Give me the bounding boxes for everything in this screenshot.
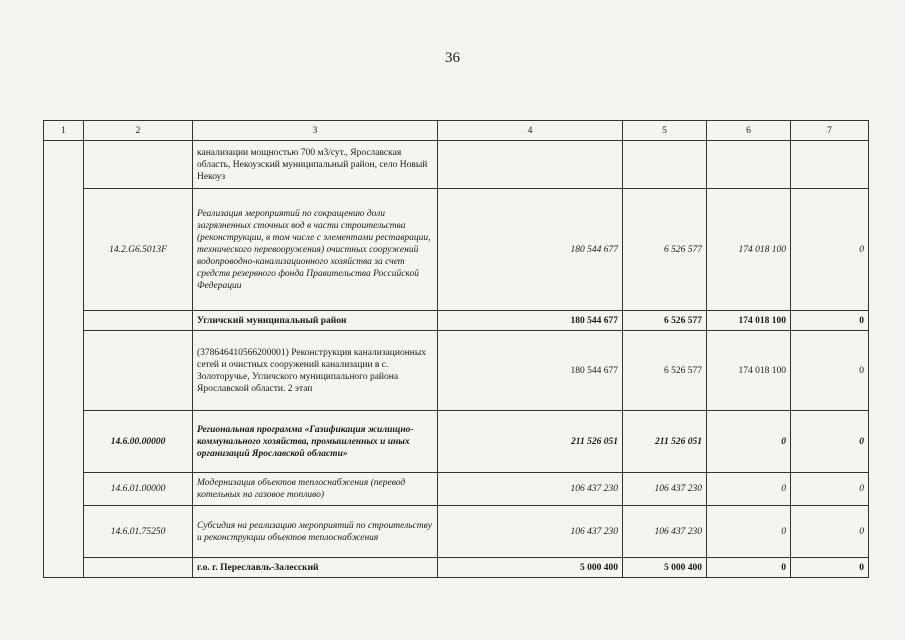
value-cell: 0 (707, 411, 791, 473)
empty-cell (44, 141, 84, 578)
value-cell (623, 141, 707, 189)
code-cell (84, 331, 193, 411)
value-cell: 174 018 100 (707, 331, 791, 411)
name-cell: Региональная программа «Газификация жилищно-коммунального хозяйства, промышленных и иных организаций Ярославской области» (193, 411, 438, 473)
value-cell: 106 437 230 (623, 473, 707, 506)
value-cell: 5 000 400 (623, 558, 707, 578)
budget-table (43, 120, 869, 578)
code-cell (84, 141, 193, 189)
table-row (44, 558, 869, 578)
value-cell: 0 (791, 189, 869, 311)
value-cell: 0 (791, 506, 869, 558)
value-cell: 180 544 677 (438, 189, 623, 311)
code-cell: 14.6.01.00000 (84, 473, 193, 506)
header-cell: 3 (193, 121, 438, 141)
value-cell: 0 (707, 558, 791, 578)
name-cell: Субсидия на реализацию мероприятий по строительству и реконструкции объектов теплоснабжения (193, 506, 438, 558)
code-cell (84, 558, 193, 578)
value-cell: 6 526 577 (623, 189, 707, 311)
name-cell: Реализация мероприятий по сокращению доли загрязненных сточных вод в части строительства (реконструкции, в том числе с элементами реставрации, технического перевооружения) очистных сооружений водопроводно-канализационного хозяйства за счет средств резервного фонда Правительства Российской Федерации (193, 189, 438, 311)
value-cell: 6 526 577 (623, 311, 707, 331)
value-cell (438, 141, 623, 189)
table-row (44, 331, 869, 411)
name-cell: г.о. г. Переславль-Залесский (193, 558, 438, 578)
header-cell: 2 (84, 121, 193, 141)
name-cell: Модернизация объектов теплоснабжения (перевод котельных на газовое топливо) (193, 473, 438, 506)
code-cell: 14.6.00.00000 (84, 411, 193, 473)
page-number: 36 (445, 50, 460, 66)
table-row (44, 506, 869, 558)
value-cell (791, 141, 869, 189)
value-cell: 180 544 677 (438, 311, 623, 331)
name-cell: канализации мощностью 700 м3/сут., Ярославская область, Некоузский муниципальный район, село Новый Некоуз (193, 141, 438, 189)
header-cell: 4 (438, 121, 623, 141)
table-row (44, 473, 869, 506)
name-cell: (378646410566200001) Реконструкция канализационных сетей и очистных сооружений канализации в с. Золоторучье, Угличского муниципального района Ярославской области. 2 этап (193, 331, 438, 411)
header-cell: 5 (623, 121, 707, 141)
value-cell: 180 544 677 (438, 331, 623, 411)
code-cell: 14.6.01.75250 (84, 506, 193, 558)
header-cell: 6 (707, 121, 791, 141)
table-row (44, 311, 869, 331)
value-cell: 106 437 230 (438, 473, 623, 506)
value-cell: 106 437 230 (623, 506, 707, 558)
value-cell: 0 (791, 558, 869, 578)
value-cell: 211 526 051 (438, 411, 623, 473)
value-cell: 0 (791, 473, 869, 506)
value-cell: 0 (707, 473, 791, 506)
value-cell: 0 (791, 411, 869, 473)
name-cell: Угличский муниципальный район (193, 311, 438, 331)
code-cell (84, 311, 193, 331)
table-row (44, 411, 869, 473)
value-cell: 6 526 577 (623, 331, 707, 411)
header-cell: 1 (44, 121, 84, 141)
code-cell: 14.2.G6.5013F (84, 189, 193, 311)
value-cell: 174 018 100 (707, 189, 791, 311)
table-row (44, 189, 869, 311)
value-cell: 0 (791, 331, 869, 411)
header-cell: 7 (791, 121, 869, 141)
value-cell: 174 018 100 (707, 311, 791, 331)
table-header-row (44, 121, 869, 141)
value-cell (707, 141, 791, 189)
value-cell: 0 (791, 311, 869, 331)
value-cell: 106 437 230 (438, 506, 623, 558)
value-cell: 5 000 400 (438, 558, 623, 578)
value-cell: 0 (707, 506, 791, 558)
table-row (44, 141, 869, 189)
value-cell: 211 526 051 (623, 411, 707, 473)
